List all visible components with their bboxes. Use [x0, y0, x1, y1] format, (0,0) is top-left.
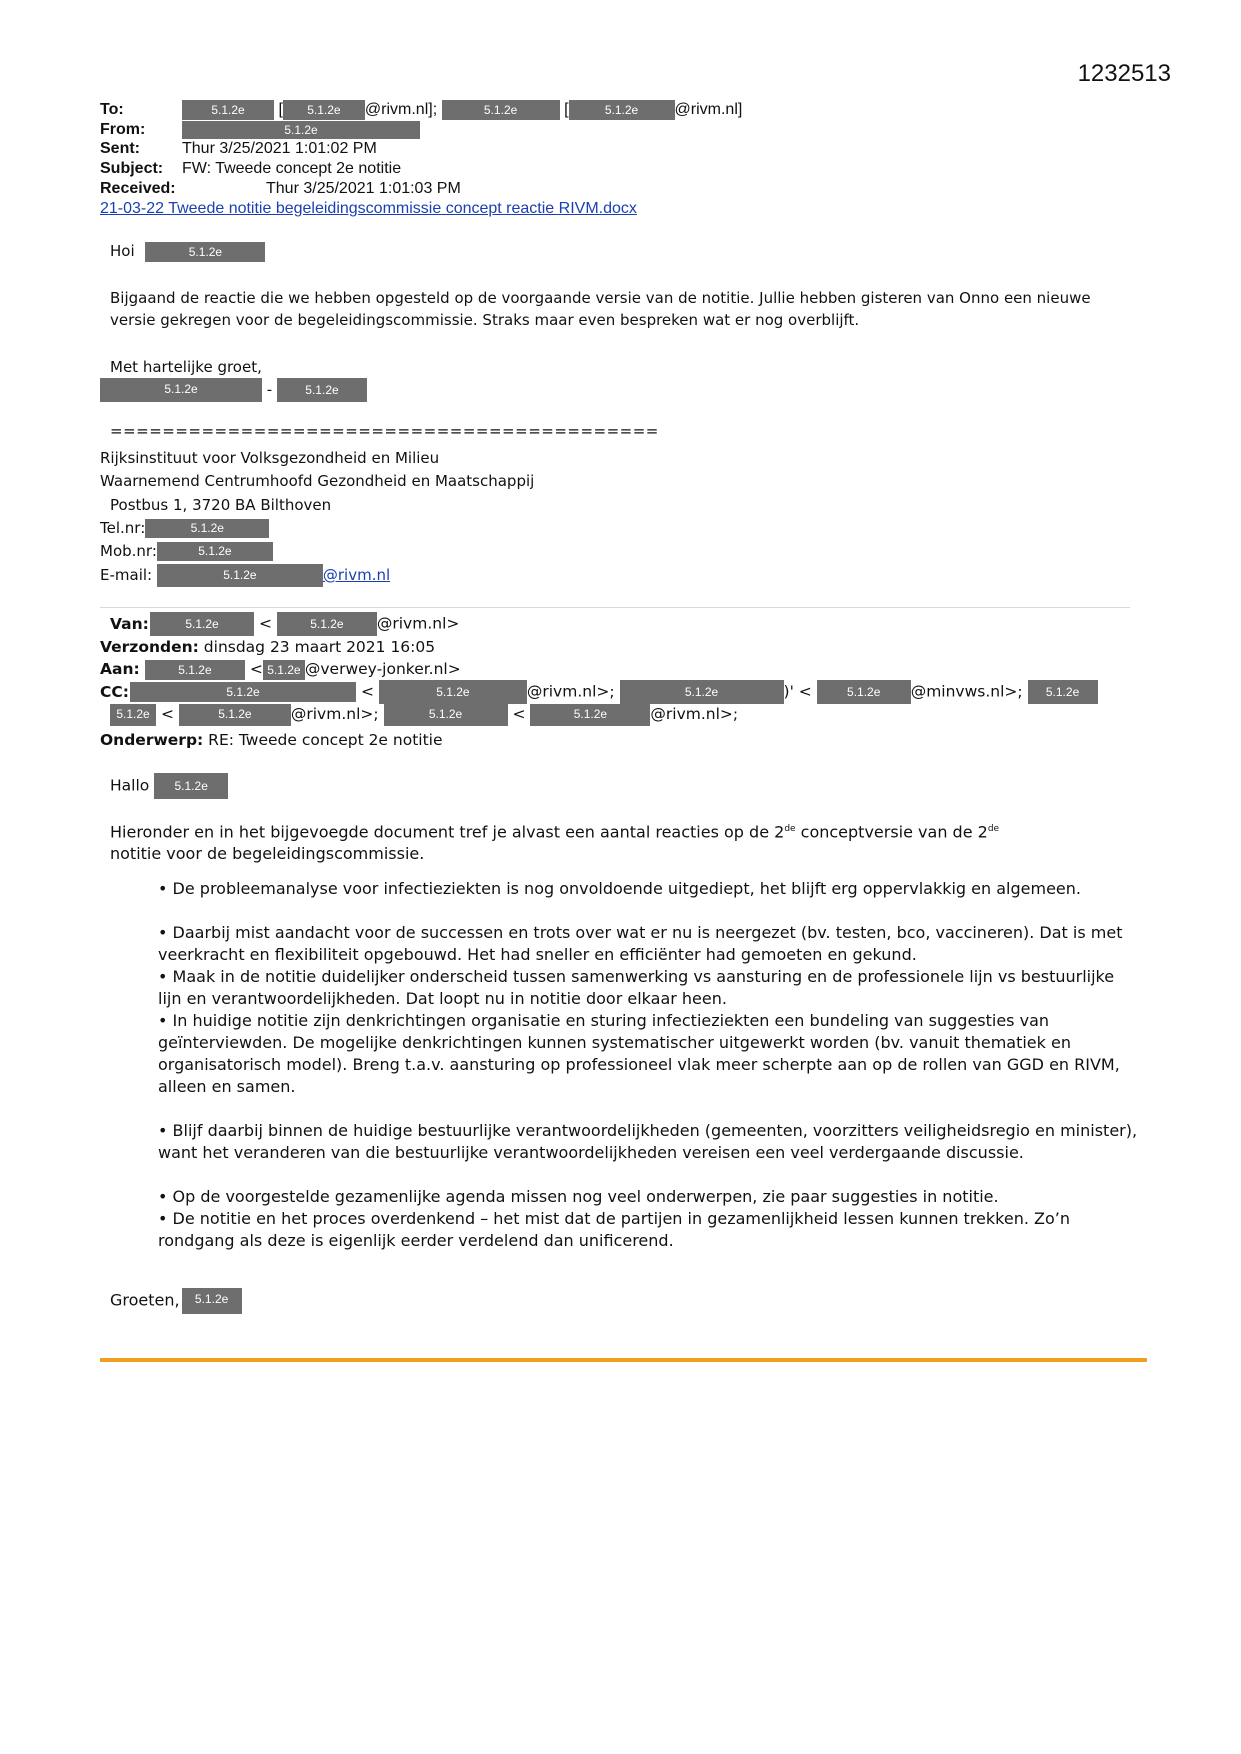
- attachment-link[interactable]: 21-03-22 Tweede notitie begeleidingscommissie concept reactie RIVM.docx: [100, 200, 637, 217]
- message-2-intro: [110, 818, 1140, 865]
- greeting-text: Hallo: [110, 776, 150, 795]
- redaction: 5.1.2e: [110, 704, 156, 726]
- received-value: Thur 3/25/2021 1:01:03 PM: [266, 180, 461, 197]
- redaction: 5.1.2e: [182, 100, 274, 120]
- from-label: From:: [100, 121, 146, 138]
- onderwerp-label: Onderwerp:: [100, 731, 204, 749]
- email-domain: @rivm.nl]: [674, 101, 743, 119]
- lt: <: [258, 614, 272, 633]
- document-number: 1232513: [1077, 60, 1171, 87]
- redaction: 5.1.2e: [384, 704, 508, 726]
- signature-org: Rijksinstituut voor Volksgezondheid en Milieu: [100, 449, 440, 467]
- closing-2: [110, 1288, 242, 1314]
- redaction: 5.1.2e: [817, 680, 911, 704]
- cc-minvws: @minvws.nl>;: [910, 682, 1023, 701]
- tel-label: Tel.nr:: [100, 519, 146, 537]
- signature-mob: [100, 540, 273, 562]
- bullet-text: Blijf daarbij binnen de huidige bestuurlijke verantwoordelijkheden (gemeenten, voorzitters veiligheidsregio en minister), want het veranderen van die bestuurlijke verantwoordelijkheden vereisen een veel verdergaande discussie.: [158, 1121, 1138, 1162]
- redaction: 5.1.2e: [145, 660, 245, 680]
- bullet-item: [158, 1186, 1138, 1208]
- sender-name: [100, 378, 367, 402]
- van-domain: @rivm.nl>: [376, 614, 460, 633]
- greeting-2: [110, 773, 228, 799]
- bullet-char: •: [158, 879, 168, 898]
- verzonden-value: dinsdag 23 maart 2021 16:05: [203, 638, 436, 656]
- fwd-cc: [100, 680, 1098, 704]
- aan-label: Aan:: [100, 660, 140, 678]
- message-1-paragraph: Bijgaand de reactie die we hebben opgesteld op de voorgaande versie van de notitie. Jullie hebben gisteren van Onno een nieuwe versie gekregen voor de begeleidingscommissie. Straks maar even bespreken wat er nog overblijft.: [110, 289, 1091, 329]
- redaction: 5.1.2e: [130, 682, 356, 702]
- cc-label: CC:: [100, 682, 129, 701]
- bullet-item: [158, 878, 1138, 900]
- redaction: 5.1.2e: [150, 612, 254, 636]
- redaction: 5.1.2e: [182, 1288, 242, 1314]
- intro-text: conceptversie van de 2: [795, 822, 988, 842]
- cc-rivm: @rivm.nl>;: [290, 705, 379, 723]
- redaction: 5.1.2e: [569, 100, 675, 120]
- bracket: [: [278, 101, 283, 119]
- redaction: 5.1.2e: [1028, 680, 1098, 704]
- bullet-item: [158, 922, 1138, 966]
- greeting-text: Hoi: [110, 242, 135, 260]
- cc-rivm: @rivm.nl>;: [650, 705, 739, 723]
- mob-label: Mob.nr:: [100, 542, 157, 560]
- bullet-char: •: [158, 1209, 168, 1228]
- redaction: 5.1.2e: [283, 100, 365, 120]
- signature-tel: [100, 517, 269, 539]
- header-to: [100, 100, 742, 120]
- dash: -: [266, 380, 273, 399]
- signature-email: [100, 564, 390, 587]
- bullet-item: [158, 1208, 1138, 1252]
- bullet-item: [158, 1120, 1138, 1164]
- bullet-text: De probleemanalyse voor infectieziekten is nog onvoldoende uitgediept, het blijft erg oppervlakkig en algemeen.: [172, 879, 1081, 898]
- bullet-item: [158, 966, 1138, 1010]
- subject-value: FW: Tweede concept 2e notitie: [182, 160, 402, 177]
- fwd-aan: [100, 658, 461, 680]
- header-subject: [100, 159, 401, 179]
- bullet-text: De notitie en het proces overdenkend – het mist dat de partijen in gezamenlijkheid lessen kunnen trekken. Zo’n rondgang als deze is eigenlijk eerder verdelend dan unificerend.: [158, 1209, 1070, 1250]
- lt: <: [512, 705, 526, 723]
- cc-quote: )' <: [783, 682, 812, 701]
- bullet-text: Maak in de notitie duidelijker onderscheid tussen samenwerking vs aansturing en de professionele lijn vs bestuurlijke lijn en verantwoordelijkheden. Dat loopt nu in notitie door elkaar heen.: [158, 967, 1115, 1008]
- redaction: 5.1.2e: [530, 704, 650, 726]
- fwd-onderwerp: [100, 729, 443, 751]
- bullet-char: •: [158, 923, 168, 942]
- lt: <: [360, 682, 374, 701]
- redaction: 5.1.2e: [179, 704, 291, 726]
- closing-1: Met hartelijke groet,: [110, 358, 262, 376]
- redaction: 5.1.2e: [277, 378, 367, 402]
- footer-rule: [100, 1358, 1147, 1362]
- signature-dept: Waarnemend Centrumhoofd Gezondheid en Maatschappij: [100, 472, 535, 490]
- fwd-van: [110, 612, 459, 636]
- bullet-char: •: [158, 967, 168, 986]
- redaction: 5.1.2e: [145, 519, 269, 538]
- to-label: To:: [100, 101, 124, 119]
- bullet-char: •: [158, 1121, 168, 1140]
- superscript: de: [987, 824, 1000, 834]
- bullet-text: Daarbij mist aandacht voor de successen en trots over wat er nu is neergezet (bv. testen, bco, vaccineren). Dat is met veerkracht en flexibiliteit opgebouwd. Het had sneller en efficiënter had gemoeten en gekund.: [158, 923, 1123, 964]
- sent-label: Sent:: [100, 140, 140, 157]
- bracket: [: [564, 101, 569, 119]
- redaction: 5.1.2e: [263, 660, 305, 680]
- lt: <: [249, 660, 263, 678]
- redaction: 5.1.2e: [442, 100, 560, 120]
- redaction: 5.1.2e: [379, 680, 527, 704]
- bullet-char: •: [158, 1187, 168, 1206]
- redaction: 5.1.2e: [100, 378, 262, 402]
- fwd-verzonden: [100, 636, 435, 658]
- verzonden-label: Verzonden:: [100, 638, 199, 656]
- header-sent: [100, 139, 377, 159]
- email-label: E-mail:: [100, 566, 153, 584]
- greeting-1: [110, 240, 265, 262]
- signature-separator: ==========================================: [110, 422, 659, 440]
- fwd-cc-continued: [110, 703, 738, 726]
- divider: [100, 607, 1130, 608]
- onderwerp-value: RE: Tweede concept 2e notitie: [208, 731, 443, 749]
- header-from: [100, 120, 420, 140]
- redaction: 5.1.2e: [157, 564, 323, 587]
- bullet-char: •: [158, 1011, 168, 1030]
- subject-label: Subject:: [100, 160, 164, 177]
- redaction: 5.1.2e: [157, 542, 273, 561]
- intro-text: Hieronder en in het bijgevoegde document tref je alvast een aantal reacties op de 2: [110, 822, 785, 842]
- email-link[interactable]: @rivm.nl: [322, 566, 391, 584]
- redaction: 5.1.2e: [277, 612, 377, 636]
- lt: <: [160, 705, 174, 723]
- van-label: Van:: [110, 614, 149, 633]
- closing-text: Groeten,: [110, 1290, 180, 1310]
- aan-domain: @verwey-jonker.nl>: [304, 660, 461, 678]
- bullet-text: In huidige notitie zijn denkrichtingen organisatie en sturing infectieziekten een bundeling van suggesties van geïnterviewden. De mogelijke denkrichtingen kunnen systematischer uitgewerkt worden (bv. vanuit thematiek en organisatorisch model). Breng t.a.v. aansturing op professioneel vlak meer scherpte aan op de rollen van GGD en RIVM, alleen en samen.: [158, 1011, 1120, 1096]
- redaction: 5.1.2e: [620, 680, 784, 704]
- cc-rivm: @rivm.nl>;: [526, 682, 615, 701]
- redaction: 5.1.2e: [154, 773, 228, 799]
- redaction: 5.1.2e: [182, 121, 420, 139]
- intro-text: notitie voor de begeleidingscommissie.: [110, 844, 425, 864]
- email-domain: @rivm.nl];: [364, 101, 438, 119]
- signature-address: Postbus 1, 3720 BA Bilthoven: [110, 496, 332, 514]
- superscript: de: [784, 824, 796, 834]
- bullet-text: Op de voorgestelde gezamenlijke agenda missen nog veel onderwerpen, zie paar suggesties in notitie.: [172, 1187, 999, 1206]
- received-label: Received:: [100, 180, 176, 197]
- attachment-row: [100, 199, 637, 219]
- header-received: [100, 179, 461, 199]
- redaction: 5.1.2e: [145, 242, 265, 262]
- bullet-item: [158, 1010, 1138, 1098]
- sent-value: Thur 3/25/2021 1:01:02 PM: [182, 140, 377, 157]
